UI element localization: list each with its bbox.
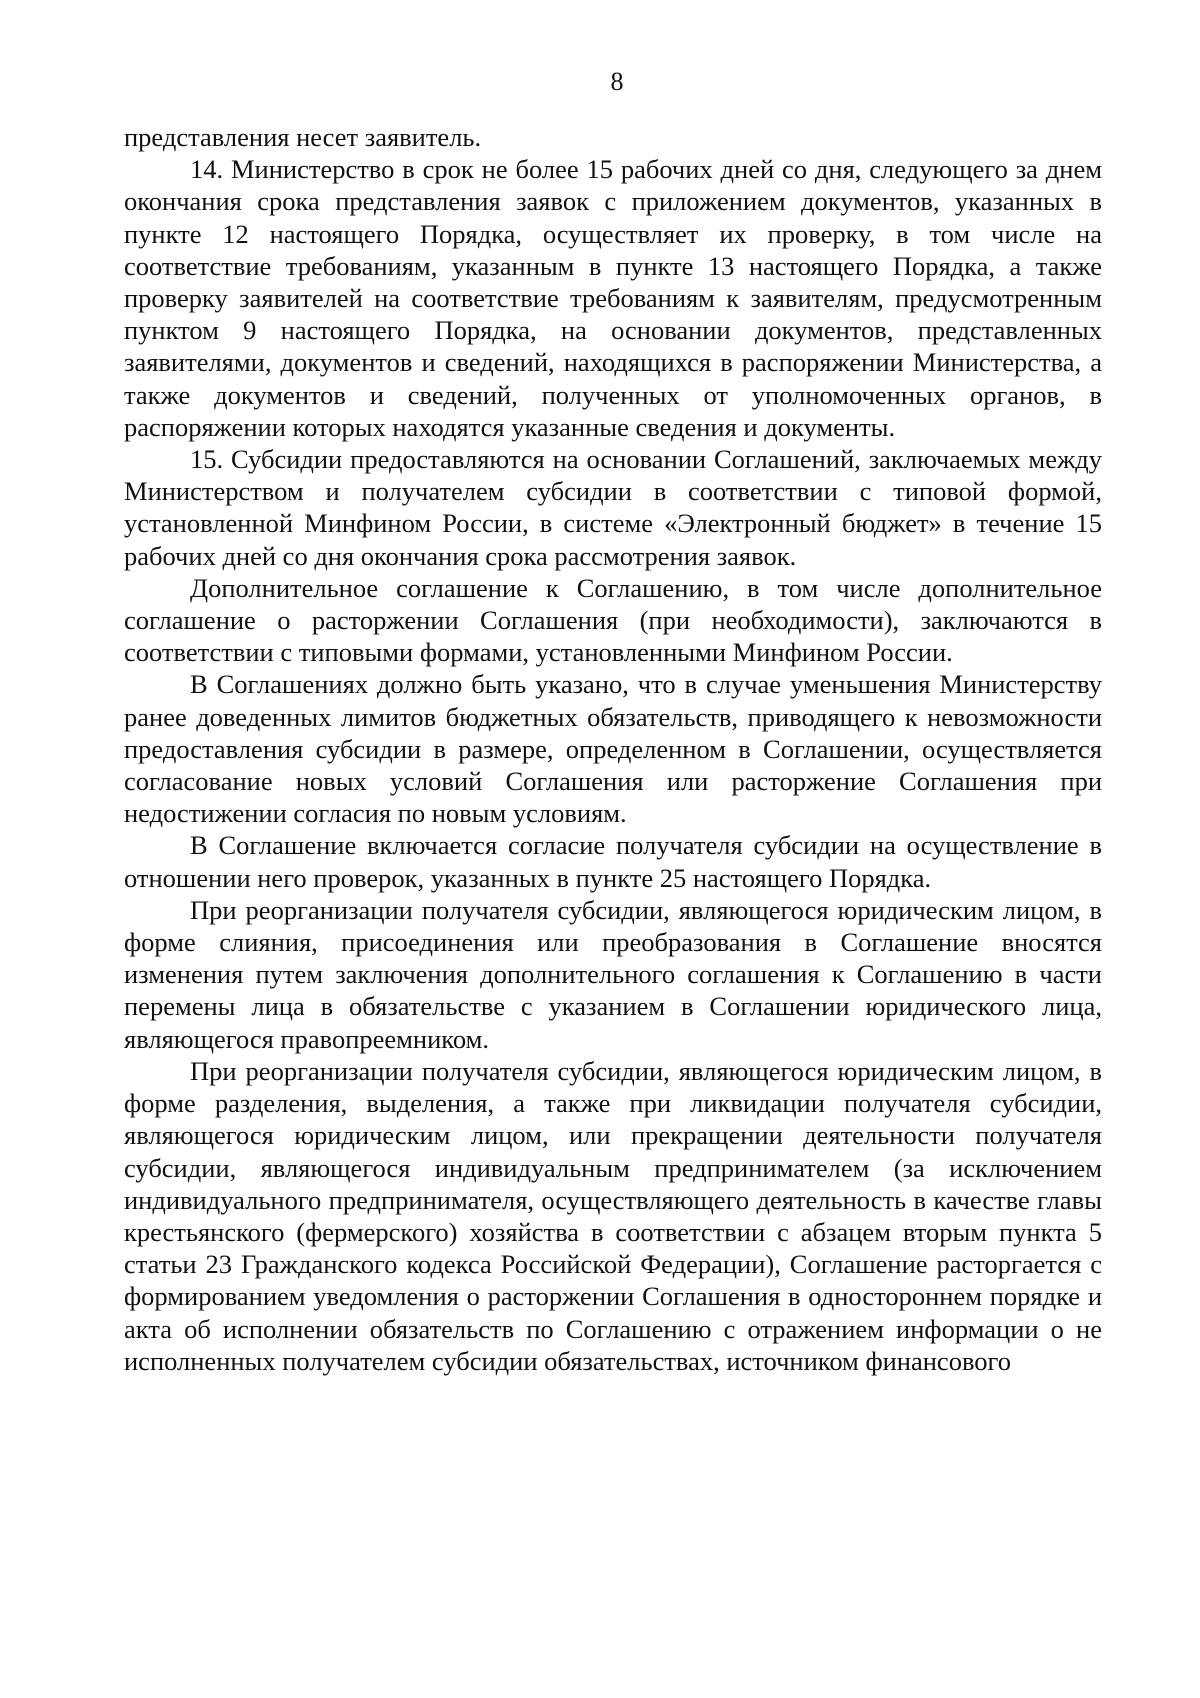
page-number: 8 — [610, 67, 624, 96]
paragraph-limits-reduction: В Соглашениях должно быть указано, что в случае уменьшения Министерству ранее доведенных лимитов бюджетных обязательств, приводящего к невозможности предоставления субсидии в размере, определенном в Соглашении, осуществляется согласование новых условий Соглашения или расторжение Соглашения при недостижении согласия по новым условиям. — [124, 669, 1102, 829]
paragraph-continuation: представления несет заявитель. — [124, 122, 482, 152]
paragraph-clause-15: 15. Субсидии предоставляются на основании Соглашений, заключаемых между Министерством и получателем субсидии в соответствии с типовой формой, установленной Минфином России, в системе «Электронный бюджет» в течение 15 рабочих дней со дня окончания срока рассмотрения заявок. — [124, 444, 1102, 571]
paragraph-clause-14: 14. Министерство в срок не более 15 рабочих дней со дня, следующего за днем окончания срока представления заявок с приложением документов, указанных в пункте 12 настоящего Порядка, осуществляет их проверку, в том числе на соответствие требованиям, указанным в пункте 13 настоящего Порядка, а также проверку заявителей на соответствие требованиям к заявителям, предусмотренным пунктом 9 настоящего Порядка, на основании документов, представленных заявителями, документов и сведений, находящихся в распоряжении Министерства, а также документов и сведений, полученных от уполномоченных органов, в распоряжении которых находятся указанные сведения и документы. — [124, 154, 1102, 442]
paragraph-reorganization-division: При реорганизации получателя субсидии, являющегося юридическим лицом, в форме разделения, выделения, а также при ликвидации получателя субсидии, являющегося юридическим лицом, или прекращении деятельности получателя субсидии, являющегося индивидуальным предпринимателем (за исключением индивидуального предпринимателя, осуществляющего деятельность в качестве главы крестьянского (фермерского) хозяйства в соответствии с абзацем вторым пункта 5 статьи 23 Гражданского кодекса Российской Федерации), Соглашение расторгается с формированием уведомления о расторжении Соглашения в одностороннем порядке и акта об исполнении обязательств по Соглашению с отражением информации о не исполненных получателем субсидии обязательствах, источником финансового — [124, 1055, 1102, 1376]
document-body — [124, 121, 1102, 1377]
paragraph-supplementary-agreement: Дополнительное соглашение к Соглашению, в том числе дополнительное соглашение о расторжении Соглашения (при необходимости), заключаются в соответствии с типовыми формами, установленными Минфином России. — [124, 572, 1102, 668]
paragraph-inspection-consent: В Соглашение включается согласие получателя субсидии на осуществление в отношении него проверок, указанных в пункте 25 настоящего Порядка. — [124, 830, 1102, 893]
paragraph-reorganization-merger: При реорганизации получателя субсидии, являющегося юридическим лицом, в форме слияния, присоединения или преобразования в Соглашение вносятся изменения путем заключения дополнительного соглашения к Соглашению в части перемены лица в обязательстве с указанием в Соглашении юридического лица, являющегося правопреемником. — [124, 894, 1102, 1054]
